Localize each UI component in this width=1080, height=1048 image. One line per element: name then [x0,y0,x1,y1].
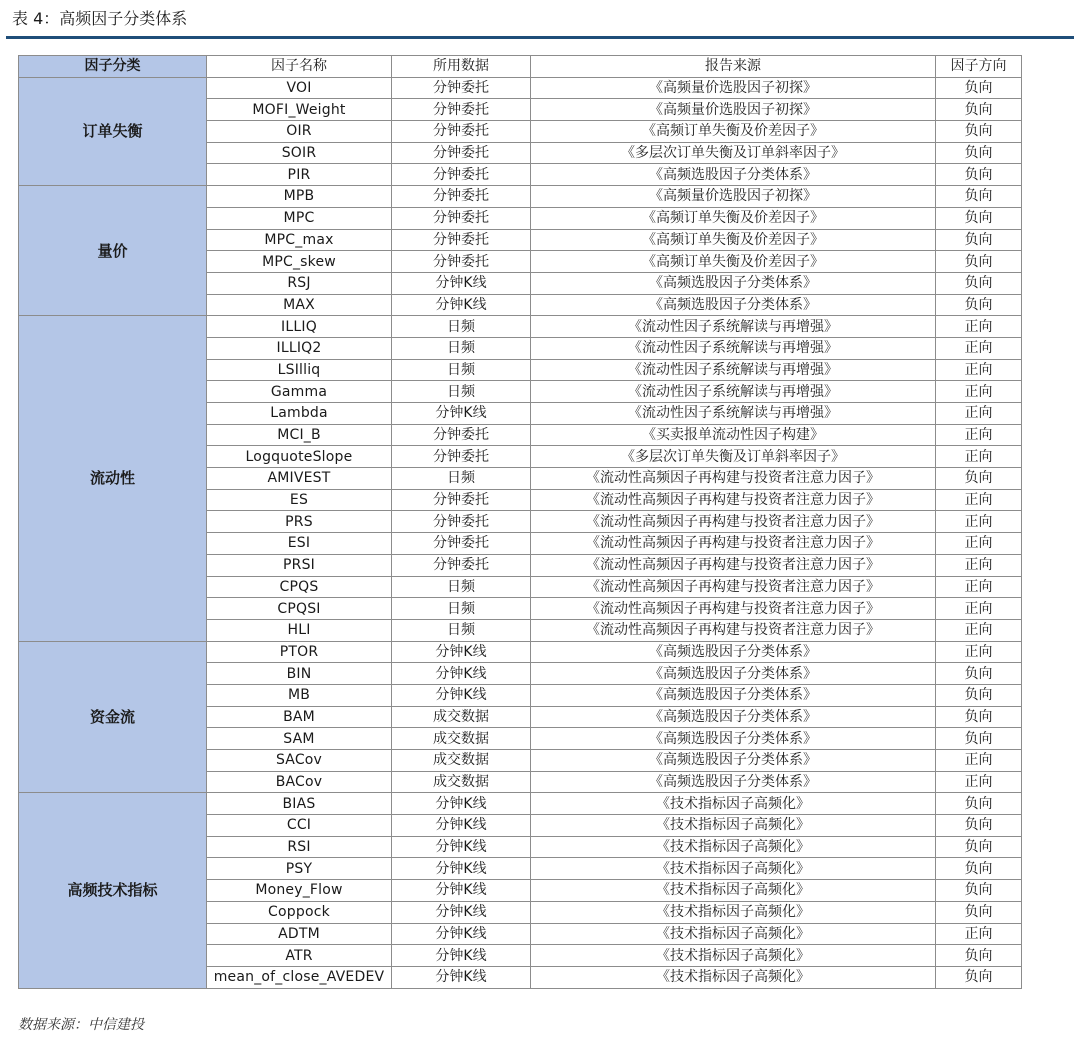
factor-name-cell: MCI_B [207,424,392,446]
report-source-cell: 《高频选股因子分类体系》 [531,728,936,750]
report-source-cell: 《流动性高频因子再构建与投资者注意力因子》 [531,576,936,598]
report-source-cell: 《流动性高频因子再构建与投资者注意力因子》 [531,554,936,576]
report-source-cell: 《高频订单失衡及价差因子》 [531,251,936,273]
header-factor-name: 因子名称 [207,56,392,78]
factor-name-cell: HLI [207,619,392,641]
factor-name-cell: MB [207,684,392,706]
category-cell: 资金流 [19,641,207,793]
factor-name-cell: ADTM [207,923,392,945]
report-source-cell: 《高频选股因子分类体系》 [531,272,936,294]
direction-cell: 负向 [936,684,1022,706]
report-source-cell: 《技术指标因子高频化》 [531,815,936,837]
table-row [19,641,1022,663]
data-used-cell: 分钟K线 [392,684,531,706]
report-source-cell: 《技术指标因子高频化》 [531,858,936,880]
direction-cell: 正向 [936,359,1022,381]
report-source-cell: 《技术指标因子高频化》 [531,793,936,815]
direction-cell: 正向 [936,641,1022,663]
factor-name-cell: ESI [207,533,392,555]
report-source-cell: 《高频量价选股因子初探》 [531,186,936,208]
table-row [19,186,1022,208]
direction-cell: 负向 [936,945,1022,967]
factor-name-cell: MAX [207,294,392,316]
factor-name-cell: BACov [207,771,392,793]
data-used-cell: 成交数据 [392,728,531,750]
header-data-used: 所用数据 [392,56,531,78]
report-source-cell: 《买卖报单流动性因子构建》 [531,424,936,446]
report-source-cell: 《流动性因子系统解读与再增强》 [531,316,936,338]
report-source-cell: 《技术指标因子高频化》 [531,966,936,988]
data-used-cell: 分钟委托 [392,164,531,186]
data-used-cell: 分钟委托 [392,424,531,446]
direction-cell: 负向 [936,728,1022,750]
data-used-cell: 分钟委托 [392,489,531,511]
data-used-cell: 分钟K线 [392,403,531,425]
direction-cell: 正向 [936,750,1022,772]
category-cell: 量价 [19,186,207,316]
direction-cell: 正向 [936,424,1022,446]
factor-name-cell: AMIVEST [207,468,392,490]
report-source-cell: 《流动性因子系统解读与再增强》 [531,337,936,359]
data-used-cell: 日频 [392,359,531,381]
factor-name-cell: BIN [207,663,392,685]
report-source-cell: 《高频选股因子分类体系》 [531,663,936,685]
factor-name-cell: ILLIQ [207,316,392,338]
data-used-cell: 分钟委托 [392,207,531,229]
factor-name-cell: SACov [207,750,392,772]
direction-cell: 正向 [936,446,1022,468]
data-used-cell: 分钟K线 [392,793,531,815]
data-used-cell: 成交数据 [392,750,531,772]
direction-cell: 负向 [936,836,1022,858]
report-source-cell: 《高频选股因子分类体系》 [531,706,936,728]
report-source-cell: 《高频订单失衡及价差因子》 [531,207,936,229]
factor-name-cell: VOI [207,77,392,99]
report-source-cell: 《技术指标因子高频化》 [531,901,936,923]
report-source-cell: 《技术指标因子高频化》 [531,880,936,902]
direction-cell: 正向 [936,619,1022,641]
factor-name-cell: ILLIQ2 [207,337,392,359]
data-used-cell: 分钟委托 [392,142,531,164]
direction-cell: 负向 [936,229,1022,251]
factor-name-cell: mean_of_close_AVEDEV [207,966,392,988]
data-used-cell: 日频 [392,316,531,338]
data-used-cell: 日频 [392,468,531,490]
factor-name-cell: ES [207,489,392,511]
report-source-cell: 《技术指标因子高频化》 [531,836,936,858]
data-used-cell: 分钟K线 [392,923,531,945]
factor-name-cell: CPQS [207,576,392,598]
data-used-cell: 日频 [392,381,531,403]
report-source-cell: 《流动性高频因子再构建与投资者注意力因子》 [531,489,936,511]
direction-cell: 负向 [936,468,1022,490]
data-used-cell: 分钟K线 [392,945,531,967]
direction-cell: 负向 [936,880,1022,902]
title-divider [6,36,1074,39]
factor-name-cell: MPB [207,186,392,208]
direction-cell: 负向 [936,164,1022,186]
direction-cell: 正向 [936,598,1022,620]
report-source-cell: 《流动性高频因子再构建与投资者注意力因子》 [531,533,936,555]
factor-name-cell: SAM [207,728,392,750]
direction-cell: 正向 [936,381,1022,403]
factor-name-cell: MPC [207,207,392,229]
table-row [19,316,1022,338]
factor-name-cell: PRS [207,511,392,533]
report-source-cell: 《高频选股因子分类体系》 [531,684,936,706]
factor-name-cell: BAM [207,706,392,728]
data-used-cell: 分钟委托 [392,446,531,468]
factor-name-cell: RSI [207,836,392,858]
data-used-cell: 成交数据 [392,771,531,793]
factor-name-cell: MOFI_Weight [207,99,392,121]
data-used-cell: 分钟K线 [392,294,531,316]
factor-name-cell: Lambda [207,403,392,425]
direction-cell: 负向 [936,207,1022,229]
report-source-cell: 《高频选股因子分类体系》 [531,771,936,793]
direction-cell: 负向 [936,966,1022,988]
report-source-cell: 《多层次订单失衡及订单斜率因子》 [531,446,936,468]
data-used-cell: 分钟K线 [392,880,531,902]
factor-name-cell: RSJ [207,272,392,294]
data-used-cell: 分钟委托 [392,533,531,555]
report-source-cell: 《高频选股因子分类体系》 [531,750,936,772]
data-used-cell: 分钟K线 [392,858,531,880]
header-category: 因子分类 [19,56,207,78]
factor-name-cell: BIAS [207,793,392,815]
data-source-note: 数据来源：中信建投 [18,1017,144,1033]
data-used-cell: 分钟委托 [392,121,531,143]
report-source-cell: 《高频订单失衡及价差因子》 [531,229,936,251]
direction-cell: 负向 [936,272,1022,294]
direction-cell: 正向 [936,554,1022,576]
direction-cell: 正向 [936,337,1022,359]
direction-cell: 负向 [936,793,1022,815]
direction-cell: 正向 [936,511,1022,533]
report-source-cell: 《技术指标因子高频化》 [531,923,936,945]
factor-name-cell: CCI [207,815,392,837]
report-source-cell: 《流动性因子系统解读与再增强》 [531,403,936,425]
factor-name-cell: CPQSI [207,598,392,620]
direction-cell: 负向 [936,77,1022,99]
report-source-cell: 《流动性高频因子再构建与投资者注意力因子》 [531,598,936,620]
direction-cell: 负向 [936,186,1022,208]
direction-cell: 负向 [936,901,1022,923]
direction-cell: 正向 [936,771,1022,793]
direction-cell: 负向 [936,142,1022,164]
table-row [19,793,1022,815]
direction-cell: 正向 [936,316,1022,338]
report-source-cell: 《高频选股因子分类体系》 [531,641,936,663]
factor-name-cell: SOIR [207,142,392,164]
data-used-cell: 分钟委托 [392,77,531,99]
data-used-cell: 分钟K线 [392,272,531,294]
header-report-source: 报告来源 [531,56,936,78]
header-direction: 因子方向 [936,56,1022,78]
data-used-cell: 分钟K线 [392,663,531,685]
factor-name-cell: LSIlliq [207,359,392,381]
direction-cell: 正向 [936,923,1022,945]
direction-cell: 负向 [936,815,1022,837]
factor-name-cell: PIR [207,164,392,186]
report-source-cell: 《高频量价选股因子初探》 [531,99,936,121]
report-source-cell: 《多层次订单失衡及订单斜率因子》 [531,142,936,164]
report-source-cell: 《技术指标因子高频化》 [531,945,936,967]
factor-name-cell: PRSI [207,554,392,576]
data-used-cell: 日频 [392,337,531,359]
data-used-cell: 分钟K线 [392,966,531,988]
factor-name-cell: MPC_max [207,229,392,251]
factor-name-cell: PSY [207,858,392,880]
report-source-cell: 《流动性高频因子再构建与投资者注意力因子》 [531,619,936,641]
data-used-cell: 分钟委托 [392,554,531,576]
report-source-cell: 《高频订单失衡及价差因子》 [531,121,936,143]
report-source-cell: 《流动性高频因子再构建与投资者注意力因子》 [531,511,936,533]
table-header-row [19,56,1022,78]
data-used-cell: 日频 [392,598,531,620]
data-used-cell: 日频 [392,576,531,598]
category-cell: 流动性 [19,316,207,641]
factor-name-cell: Money_Flow [207,880,392,902]
data-used-cell: 分钟委托 [392,229,531,251]
direction-cell: 负向 [936,663,1022,685]
data-used-cell: 分钟委托 [392,251,531,273]
data-used-cell: 日频 [392,619,531,641]
report-source-cell: 《流动性高频因子再构建与投资者注意力因子》 [531,468,936,490]
table-row [19,77,1022,99]
direction-cell: 正向 [936,576,1022,598]
data-used-cell: 分钟K线 [392,815,531,837]
direction-cell: 负向 [936,858,1022,880]
report-source-cell: 《流动性因子系统解读与再增强》 [531,381,936,403]
report-source-cell: 《高频量价选股因子初探》 [531,77,936,99]
report-source-cell: 《高频选股因子分类体系》 [531,294,936,316]
report-source-cell: 《高频选股因子分类体系》 [531,164,936,186]
direction-cell: 负向 [936,294,1022,316]
direction-cell: 负向 [936,121,1022,143]
data-used-cell: 分钟K线 [392,901,531,923]
factor-name-cell: PTOR [207,641,392,663]
factor-name-cell: LogquoteSlope [207,446,392,468]
table-title: 表 4：高频因子分类体系 [12,9,188,28]
report-source-cell: 《流动性因子系统解读与再增强》 [531,359,936,381]
table-body [19,77,1022,988]
data-used-cell: 分钟K线 [392,641,531,663]
direction-cell: 正向 [936,403,1022,425]
factor-table [18,55,1022,989]
direction-cell: 负向 [936,706,1022,728]
direction-cell: 负向 [936,99,1022,121]
direction-cell: 负向 [936,251,1022,273]
data-used-cell: 分钟委托 [392,186,531,208]
factor-name-cell: ATR [207,945,392,967]
data-used-cell: 分钟委托 [392,511,531,533]
data-used-cell: 成交数据 [392,706,531,728]
direction-cell: 正向 [936,489,1022,511]
factor-name-cell: OIR [207,121,392,143]
factor-name-cell: Gamma [207,381,392,403]
factor-name-cell: MPC_skew [207,251,392,273]
data-used-cell: 分钟委托 [392,99,531,121]
direction-cell: 正向 [936,533,1022,555]
factor-name-cell: Coppock [207,901,392,923]
category-cell: 高频技术指标 [19,793,207,988]
data-used-cell: 分钟K线 [392,836,531,858]
category-cell: 订单失衡 [19,77,207,185]
